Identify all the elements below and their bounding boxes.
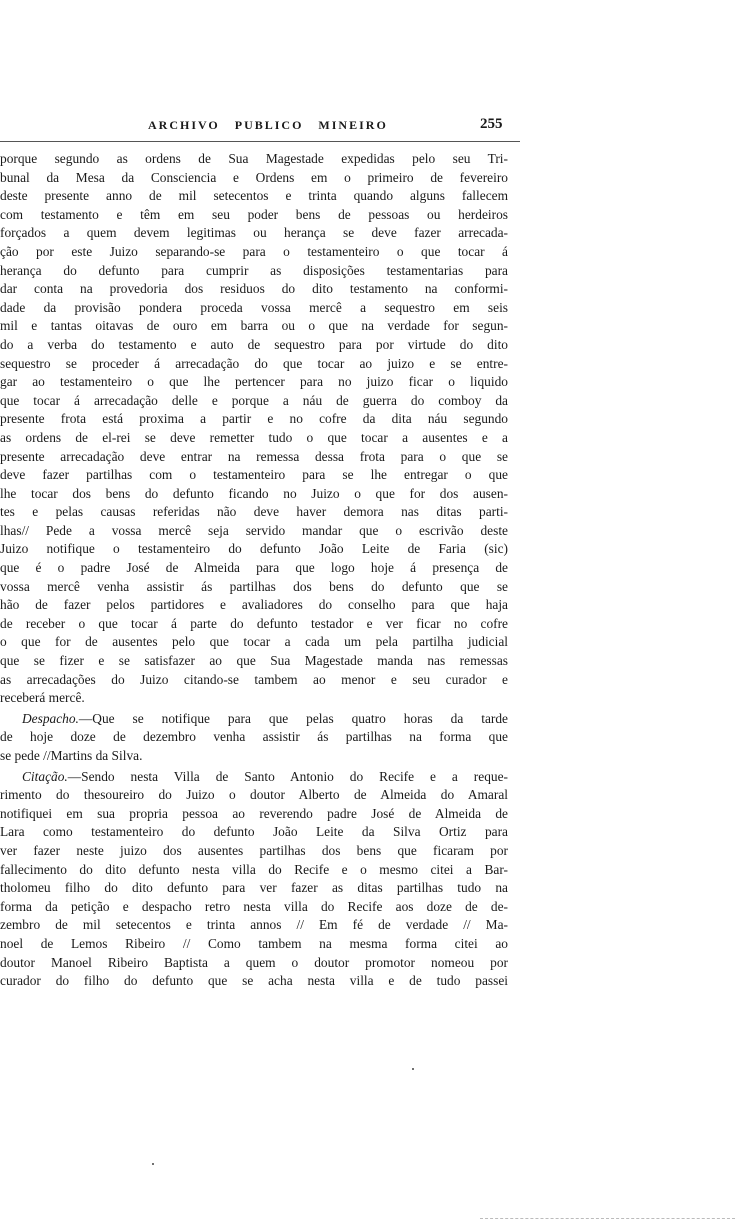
text-line: que é o padre José de Almeida para que logo hoje á presença de: [0, 560, 508, 576]
text-line: se pede //Martins da Silva.: [0, 748, 143, 763]
paragraph-citacao: [0, 768, 508, 991]
text-line: porque segundo as ordens de Sua Magestade expedidas pelo seu Tri-: [0, 151, 508, 166]
text-line: gar ao testamenteiro o que lhe pertencer para no juizo ficar o liquido: [0, 374, 508, 390]
text-line: hão de fazer pelos partidores e avaliadores do conselho para que haja: [0, 597, 508, 613]
text-line: ver fazer neste juizo dos ausentes partilhas dos bens que ficaram por: [0, 842, 508, 858]
scan-edge-mark: [480, 1218, 735, 1219]
running-header: [0, 118, 520, 138]
header-rule: [0, 141, 520, 142]
text-line: ção por este Juizo separando-se para o testamenteiro o que tocar á: [0, 243, 508, 259]
text-line: lhe tocar dos bens do defunto ficando no Juizo o que for dos ausen-: [0, 485, 508, 501]
page-number: 255: [480, 116, 503, 132]
text-line: notifiquei em sua propria pessoa ao reverendo padre José de Almeida de: [0, 805, 508, 821]
text-line: bunal da Mesa da Consciencia e Ordens em o primeiro de fevereiro: [0, 169, 508, 185]
text-line: mil e tantas oitavas de ouro em barra ou o que na verdade for segun-: [0, 318, 508, 334]
text-line: forma da petição e despacho retro nesta villa do Recife aos doze de de-: [0, 898, 508, 914]
text-run: —Que se notifique para que pelas quatro horas da tarde: [78, 710, 508, 726]
text-line: sequestro se proceder á arrecadação do que tocar ao juizo e se entre-: [0, 355, 508, 371]
text-line: forçados a quem devem legitimas ou herança se deve fazer arrecada-: [0, 225, 508, 241]
text-line: presente frota está proxima a partir e no cofre da dita náu segundo: [0, 411, 508, 427]
text-line: vossa mercê venha assistir ás partilhas dos bens do defunto que se: [0, 578, 508, 594]
text-line: que tocar á arrecadação delle e porque a náu de guerra do comboy da: [0, 392, 508, 408]
text-line: dade da provisão pondera proceda vossa mercê a sequestro em seis: [0, 299, 508, 315]
text-line: com testamento e têm em seu poder bens de pessoas ou herdeiros: [0, 206, 508, 222]
text-line: que se fizer e se satisfazer ao que Sua Magestade manda nas remessas: [0, 653, 508, 669]
text-run: —Sendo nesta Villa de Santo Antonio do Recife e a reque-: [67, 768, 508, 784]
paragraph-petition: [0, 150, 508, 708]
text-line: presente arrecadação deve entrar na remessa dessa frota para o que se: [0, 448, 508, 464]
text-line: rimento do thesoureiro do Juizo o doutor Alberto de Almeida do Amaral: [0, 787, 508, 803]
despacho-heading: Despacho.: [22, 710, 79, 726]
text-line: doutor Manoel Ribeiro Baptista a quem o doutor promotor nomeou por: [0, 954, 508, 970]
text-line: [0, 710, 508, 729]
text-line: zembro de mil setecentos e trinta annos // Em fé de verdade // Ma-: [0, 917, 508, 933]
speck-mark: [152, 1163, 154, 1165]
text-line: fallecimento do dito defunto nesta villa do Recife e o mesmo citei a Bar-: [0, 861, 508, 877]
text-line: deve fazer partilhas com o testamenteiro para se lhe entregar o que: [0, 467, 508, 483]
text-line: deste presente anno de mil setecentos e trinta quando alguns fallecem: [0, 188, 508, 204]
text-line: o que for de ausentes pelo que tocar a cada um pela partilha judicial: [0, 634, 508, 650]
text-line: herança do defunto para cumprir as disposições testamentarias para: [0, 262, 508, 278]
text-line: as arrecadações do Juizo citando-se tambem ao menor e seu curador e: [0, 671, 508, 687]
text-line: as ordens de el-rei se deve remetter tudo o que tocar a ausentes e a: [0, 429, 508, 445]
document-body: [0, 150, 508, 991]
text-line: Juizo notifique o testamenteiro do defunto João Leite de Faria (sic): [0, 541, 508, 557]
text-line: de hoje doze de dezembro venha assistir ás partilhas na forma que: [0, 729, 508, 745]
text-line: dar conta na provedoria dos residuos do dito testamento na conformi-: [0, 281, 508, 297]
text-line: Lara como testamenteiro do defunto João Leite da Silva Ortiz para: [0, 824, 508, 840]
running-title: ARCHIVO PUBLICO MINEIRO: [148, 118, 388, 132]
text-line: [0, 768, 508, 787]
text-line: tholomeu filho do dito defunto para ver fazer as ditas partilhas tudo na: [0, 880, 508, 896]
text-line: receberá mercê.: [0, 690, 85, 706]
text-line: curador do filho do defunto que se acha nesta villa e de tudo passei: [0, 973, 508, 989]
citacao-heading: Citação.: [22, 768, 68, 784]
text-line: de receber o que tocar á parte do defunto testador e ver ficar no cofre: [0, 615, 508, 631]
text-line: noel de Lemos Ribeiro // Como tambem na mesma forma citei ao: [0, 935, 508, 951]
text-line: tes e pelas causas referidas não deve haver demora nas ditas parti-: [0, 504, 508, 520]
text-line: lhas// Pede a vossa mercê seja servido mandar que o escrivão deste: [0, 522, 508, 538]
paragraph-despacho: [0, 710, 508, 766]
text-line: do a verba do testamento e auto de sequestro para por virtude do dito: [0, 336, 508, 352]
speck-mark: [412, 1068, 414, 1070]
